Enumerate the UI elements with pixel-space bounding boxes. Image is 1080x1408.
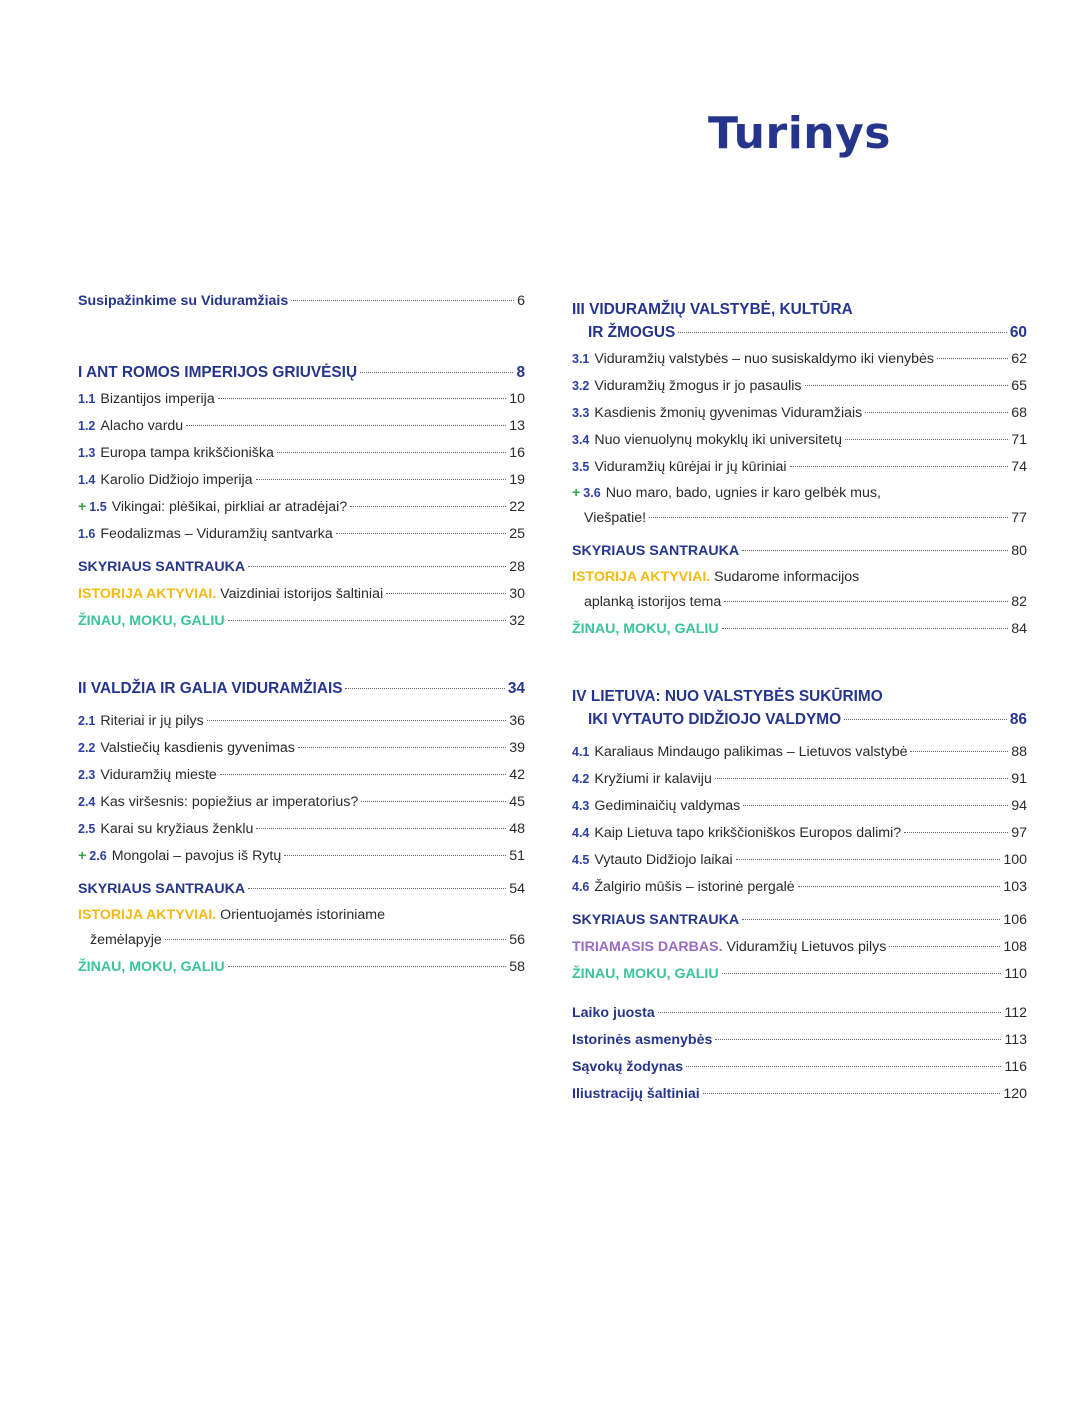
toc-entry-know[interactable]: [78, 954, 525, 981]
section-title-line2: IKI VYTAUTO DIDŽIOJO VALDYMO: [588, 711, 842, 728]
toc-entry-label: Sąvokų žodynas: [572, 1059, 684, 1075]
toc-entry-label: Gediminaičių valdymas: [594, 798, 741, 814]
leader-dots: [865, 412, 1008, 413]
active-tag: ISTORIJA AKTYVIAI.: [78, 907, 217, 923]
toc-entry-summary[interactable]: [78, 554, 525, 581]
leader-dots: [220, 774, 506, 775]
toc-entry-active[interactable]: [572, 565, 1027, 616]
toc-entry-label: SKYRIAUS SANTRAUKA: [572, 912, 740, 928]
toc-entry-label: SKYRIAUS SANTRAUKA: [78, 881, 246, 897]
leader-dots: [256, 828, 506, 829]
toc-entry-label: Kas viršesnis: popiežius ar imperatorius?: [100, 794, 359, 810]
leader-dots: [724, 601, 1008, 602]
toc-page-number: 68: [1011, 405, 1027, 421]
entry-number: 2.4: [78, 795, 96, 809]
toc-entry[interactable]: [78, 413, 525, 440]
section-1-items: [78, 386, 525, 548]
section-3-items: [572, 346, 1027, 532]
toc-page-number: 45: [509, 794, 525, 810]
toc-entry-label: Kaip Lietuva tapo krikščioniškos Europos dalimi?: [594, 825, 902, 841]
toc-entry[interactable]: [78, 789, 525, 816]
toc-entry-label: Iliustracijų šaltiniai: [572, 1086, 700, 1102]
leader-dots: [715, 1039, 1001, 1040]
toc-page-number: 36: [509, 713, 525, 729]
toc-entry[interactable]: [78, 816, 525, 843]
section-heading-3[interactable]: [572, 296, 1027, 346]
toc-entry[interactable]: [572, 847, 1027, 874]
leader-dots: [207, 720, 507, 721]
toc-entry[interactable]: [572, 481, 1027, 532]
toc-entry-label: Viduramžių kūrėjai ir jų kūriniai: [594, 459, 787, 475]
toc-entry-label: Istorinės asmenybės: [572, 1032, 713, 1048]
toc-page-number: 62: [1011, 351, 1027, 367]
toc-page-number: 58: [509, 959, 525, 975]
toc-page-number: 8: [516, 364, 525, 381]
leader-dots: [277, 452, 506, 453]
toc-entry-label: Nuo vienuolynų mokyklų iki universitetų: [594, 432, 842, 448]
toc-page-number: 16: [509, 445, 525, 461]
toc-entry[interactable]: [78, 843, 525, 870]
toc-page-number: 100: [1003, 852, 1027, 868]
leader-dots: [937, 358, 1008, 359]
toc-page-number: 65: [1011, 378, 1027, 394]
toc-entry[interactable]: [572, 820, 1027, 847]
toc-entry-appendix[interactable]: [572, 1081, 1027, 1108]
toc-page-number: 6: [517, 293, 525, 309]
toc-entry-label: Europa tampa krikščioniška: [100, 445, 274, 461]
toc-entry-label: Viduramžių žmogus ir jo pasaulis: [594, 378, 802, 394]
toc-entry-label-line2: Viešpatie!: [584, 510, 647, 526]
toc-page-number: 54: [509, 881, 525, 897]
toc-entry[interactable]: [78, 521, 525, 548]
toc-entry[interactable]: [78, 735, 525, 762]
toc-page-number: 91: [1011, 771, 1027, 787]
leader-dots: [186, 425, 506, 426]
toc-page-number: 103: [1003, 879, 1027, 895]
toc-entry[interactable]: [78, 494, 525, 521]
leader-dots: [228, 620, 507, 621]
entry-number: 4.2: [572, 772, 590, 786]
toc-entry-label: Karaliaus Mindaugo palikimas – Lietuvos valstybė: [594, 744, 908, 760]
leader-dots: [722, 973, 1002, 974]
toc-page-number: 88: [1011, 744, 1027, 760]
leader-dots: [910, 751, 1008, 752]
appendix-list: [572, 1000, 1027, 1108]
toc-page-number: 97: [1011, 825, 1027, 841]
toc-entry-label: ŽINAU, MOKU, GALIU: [572, 621, 719, 637]
toc-entry-label: Vaizdiniai istorijos šaltiniai: [216, 586, 384, 602]
leader-dots: [805, 385, 1009, 386]
entry-number: 3.3: [572, 406, 590, 420]
toc-entry-research[interactable]: [572, 934, 1027, 961]
toc-entry-label: ŽINAU, MOKU, GALIU: [78, 959, 225, 975]
leader-dots: [291, 300, 514, 301]
entry-number: 2.5: [78, 822, 96, 836]
toc-page-number: 42: [509, 767, 525, 783]
toc-page-number: 113: [1004, 1032, 1027, 1048]
toc-entry-label: Feodalizmas – Viduramžių santvarka: [100, 526, 333, 542]
toc-entry-summary[interactable]: [78, 876, 525, 903]
toc-entry-label: Alacho vardu: [100, 418, 184, 434]
section-title-line2: IR ŽMOGUS: [588, 324, 676, 341]
toc-page-number: 110: [1004, 966, 1027, 982]
toc-page-number: 25: [509, 526, 525, 542]
leader-dots: [790, 466, 1009, 467]
plus-icon: +: [572, 485, 581, 501]
toc-entry-label: Karolio Didžiojo imperija: [100, 472, 253, 488]
toc-page-number: 13: [509, 418, 525, 434]
entry-number: 4.5: [572, 853, 590, 867]
toc-entry-intro[interactable]: [78, 288, 525, 315]
toc-entry-label: Viduramžių valstybės – nuo susiskaldymo iki vienybės: [594, 351, 934, 367]
toc-page-number: 106: [1003, 912, 1027, 928]
entry-number: 2.3: [78, 768, 96, 782]
leader-dots: [722, 628, 1009, 629]
toc-entry-label-line1: Sudarome informacijos: [710, 569, 860, 585]
leader-dots: [844, 719, 1007, 720]
toc-page-number: 51: [509, 848, 525, 864]
entry-number: 4.3: [572, 799, 590, 813]
toc-page-number: 108: [1003, 939, 1027, 955]
toc-page-number: 120: [1003, 1086, 1027, 1102]
leader-dots: [256, 479, 507, 480]
toc-entry[interactable]: [78, 762, 525, 789]
toc-entry-appendix[interactable]: [572, 1054, 1027, 1081]
toc-entry-label-line2: žemėlapyje: [90, 932, 162, 948]
toc-entry-label: Vikingai: plėšikai, pirkliai ar atradėjai?: [111, 499, 348, 515]
leader-dots: [658, 1012, 1002, 1013]
leader-dots: [165, 939, 506, 940]
toc-page-number: 48: [509, 821, 525, 837]
leader-dots: [248, 566, 506, 567]
toc-entry-label: Susipažinkime su Viduramžiais: [78, 293, 289, 309]
toc-page-number: 28: [509, 559, 525, 575]
toc-page-number: 32: [509, 613, 525, 629]
leader-dots: [218, 398, 506, 399]
toc-entry[interactable]: [78, 467, 525, 494]
leader-dots: [686, 1066, 1001, 1067]
leader-dots: [736, 859, 1001, 860]
toc-page-number: 71: [1011, 432, 1027, 448]
entry-number: 2.1: [78, 714, 96, 728]
entry-number: 3.4: [572, 433, 590, 447]
toc-entry-label-line1: Nuo maro, bado, ugnies ir karo gelbėk mus,: [605, 485, 881, 501]
toc-entry-label: Valstiečių kasdienis gyvenimas: [100, 740, 295, 756]
toc-entry[interactable]: [572, 454, 1027, 481]
toc-page-number: 82: [1011, 594, 1027, 610]
toc-entry-label: Kasdienis žmonių gyvenimas Viduramžiais: [594, 405, 863, 421]
leader-dots: [743, 805, 1008, 806]
section-4-items: [572, 739, 1027, 901]
entry-number: 4.6: [572, 880, 590, 894]
toc-page-number: 86: [1009, 711, 1027, 728]
plus-icon: +: [78, 848, 87, 864]
toc-entry-know[interactable]: [78, 608, 525, 635]
toc-entry-label: Vytauto Didžiojo laikai: [594, 852, 733, 868]
toc-entry[interactable]: [78, 386, 525, 413]
leader-dots: [649, 517, 1008, 518]
toc-page-number: 94: [1011, 798, 1027, 814]
toc-entry[interactable]: [572, 427, 1027, 454]
leader-dots: [678, 332, 1007, 333]
section-title: II VALDŽIA IR GALIA VIDURAMŽIAIS: [78, 680, 343, 697]
entry-number: 4.4: [572, 826, 590, 840]
active-tag: ISTORIJA AKTYVIAI.: [572, 569, 711, 585]
toc-entry[interactable]: [572, 400, 1027, 427]
research-tag: TIRIAMASIS DARBAS.: [572, 939, 723, 955]
toc-entry-label-line1: Orientuojamės istoriniame: [216, 907, 385, 923]
toc-page-number: 30: [509, 586, 525, 602]
toc-entry[interactable]: [572, 874, 1027, 901]
toc-entry-label: Laiko juosta: [572, 1005, 655, 1021]
leader-dots: [889, 946, 1000, 947]
active-tag: ISTORIJA AKTYVIAI.: [78, 586, 217, 602]
toc-page-number: 10: [509, 391, 525, 407]
toc-entry-label: Žalgirio mūšis – istorinė pergalė: [594, 879, 795, 895]
toc-page-number: 39: [509, 740, 525, 756]
entry-number: 3.1: [572, 352, 590, 366]
page-title: Turinys: [708, 108, 891, 159]
entry-number: 1.3: [78, 446, 96, 460]
toc-entry-label: Mongolai – pavojus iš Rytų: [111, 848, 282, 864]
toc-page-number: 22: [509, 499, 525, 515]
toc-entry-appendix[interactable]: [572, 1000, 1027, 1027]
toc-entry-label: ŽINAU, MOKU, GALIU: [572, 966, 719, 982]
section-2-items: [78, 708, 525, 870]
toc-right-column: [572, 296, 1027, 1108]
toc-entry[interactable]: [78, 708, 525, 735]
toc-page-number: 60: [1009, 324, 1027, 341]
entry-number: 1.6: [78, 527, 96, 541]
toc-page-number: 80: [1011, 543, 1027, 559]
entry-number: 3.5: [572, 460, 590, 474]
entry-number: 1.2: [78, 419, 96, 433]
toc-page-number: 74: [1011, 459, 1027, 475]
toc-page-number: 112: [1004, 1005, 1027, 1021]
toc-entry-label: Riteriai ir jų pilys: [100, 713, 204, 729]
toc-entry[interactable]: [572, 739, 1027, 766]
toc-entry-label: SKYRIAUS SANTRAUKA: [78, 559, 246, 575]
leader-dots: [248, 888, 506, 889]
toc-entry[interactable]: [572, 373, 1027, 400]
toc-entry-appendix[interactable]: [572, 1027, 1027, 1054]
toc-entry[interactable]: [572, 793, 1027, 820]
section-title-line1: III VIDURAMŽIŲ VALSTYBĖ, KULTŪRA: [572, 301, 853, 318]
toc-entry-label-line2: aplanką istorijos tema: [584, 594, 722, 610]
leader-dots: [742, 550, 1008, 551]
toc-entry[interactable]: [78, 440, 525, 467]
entry-number: 3.2: [572, 379, 590, 393]
leader-dots: [798, 886, 1001, 887]
toc-page-number: 116: [1004, 1059, 1027, 1075]
toc-entry-active[interactable]: [78, 581, 525, 608]
toc-page-number: 19: [509, 472, 525, 488]
toc-entry-know[interactable]: [572, 961, 1027, 988]
leader-dots: [350, 506, 506, 507]
entry-number: 3.6: [583, 486, 601, 500]
toc-entry-label: Viduramžių mieste: [100, 767, 217, 783]
entry-number: 4.1: [572, 745, 590, 759]
toc-page-number: 84: [1011, 621, 1027, 637]
leader-dots: [228, 966, 507, 967]
toc-page-number: 77: [1011, 510, 1027, 526]
toc-entry-summary[interactable]: [572, 907, 1027, 934]
section-heading-1[interactable]: [78, 359, 525, 386]
plus-icon: +: [78, 499, 87, 515]
leader-dots: [361, 801, 506, 802]
toc-entry-know[interactable]: [572, 616, 1027, 643]
leader-dots: [742, 919, 1000, 920]
toc-entry[interactable]: [572, 346, 1027, 373]
leader-dots: [284, 855, 506, 856]
entry-number: 2.2: [78, 741, 96, 755]
toc-left-column: [78, 293, 525, 981]
leader-dots: [715, 778, 1008, 779]
leader-dots: [904, 832, 1008, 833]
toc-entry[interactable]: [572, 766, 1027, 793]
leader-dots: [703, 1093, 1001, 1094]
section-heading-4[interactable]: [572, 683, 1027, 733]
leader-dots: [845, 439, 1008, 440]
leader-dots: [336, 533, 506, 534]
toc-page-number: 56: [509, 932, 525, 948]
leader-dots: [298, 747, 506, 748]
section-title: I ANT ROMOS IMPERIJOS GRIUVĖSIŲ: [78, 364, 358, 381]
toc-entry-label: Viduramžių Lietuvos pilys: [722, 939, 887, 955]
toc-page-number: 34: [507, 680, 525, 697]
section-heading-2[interactable]: [78, 675, 525, 702]
leader-dots: [360, 372, 513, 373]
leader-dots: [386, 593, 506, 594]
toc-entry-label: ŽINAU, MOKU, GALIU: [78, 613, 225, 629]
section-title-line1: IV LIETUVA: NUO VALSTYBĖS SUKŪRIMO: [572, 688, 883, 705]
toc-entry-label: Bizantijos imperija: [100, 391, 215, 407]
toc-entry-label: SKYRIAUS SANTRAUKA: [572, 543, 740, 559]
toc-entry-active[interactable]: [78, 903, 525, 954]
toc-entry-label: Kryžiumi ir kalaviju: [594, 771, 712, 787]
entry-number: 1.4: [78, 473, 96, 487]
leader-dots: [345, 688, 504, 689]
entry-number: 1.5: [89, 500, 107, 514]
entry-number: 2.6: [89, 849, 107, 863]
toc-entry-label: Karai su kryžiaus ženklu: [100, 821, 254, 837]
toc-entry-summary[interactable]: [572, 538, 1027, 565]
entry-number: 1.1: [78, 392, 96, 406]
